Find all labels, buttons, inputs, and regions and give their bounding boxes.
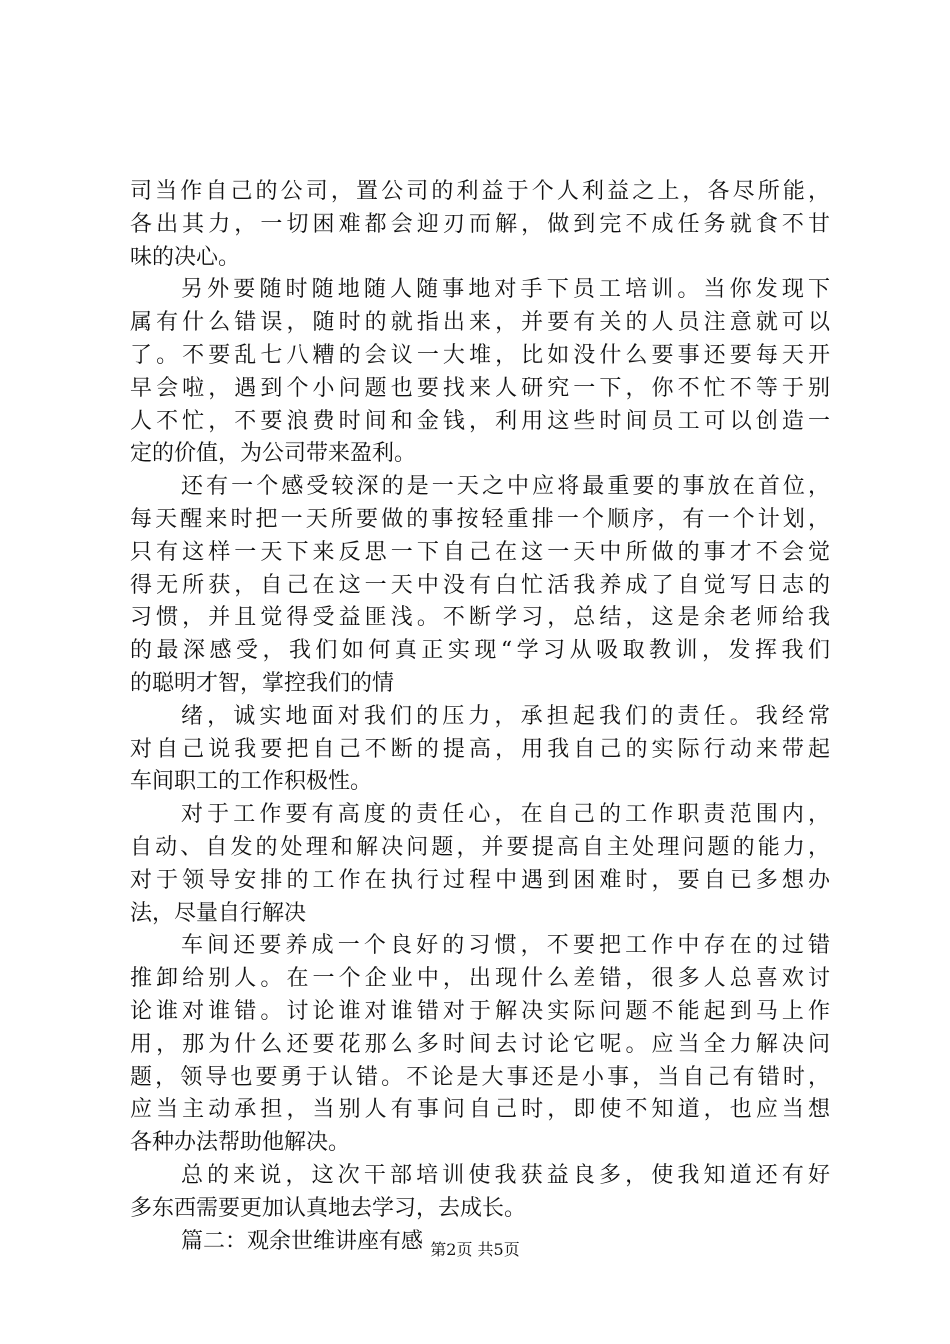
text-line: 得无所获，自己在这一天中没有白忙活我养成了自觉写日志的 bbox=[130, 572, 830, 598]
text-line: 的最深感受，我们如何真正实现“学习从吸取教训，发挥我们 bbox=[130, 638, 830, 664]
text-line: 题，领导也要勇于认错。不论是大事还是小事，当自己有错时， bbox=[130, 1064, 830, 1090]
text-line: 总的来说，这次干部培训使我获益良多，使我知道还有好 bbox=[181, 1162, 830, 1188]
text-line: 人不忙，不要浪费时间和金钱，利用这些时间员工可以创造一 bbox=[130, 408, 830, 434]
text-line: 只有这样一天下来反思一下自己在这一天中所做的事才不会觉 bbox=[130, 539, 830, 565]
text-line: 定的价值，为公司带来盈利。 bbox=[130, 441, 417, 467]
text-line: 对于领导安排的工作在执行过程中遇到困难时，要自已多想办 bbox=[130, 867, 830, 893]
page-footer: 第2页 共5页 bbox=[430, 1240, 520, 1259]
text-line: 习惯，并且觉得受益匪浅。不断学习，总结，这是余老师给我 bbox=[130, 605, 830, 631]
text-line: 绪，诚实地面对我们的压力，承担起我们的责任。我经常 bbox=[181, 703, 830, 729]
text-line: 每天醒来时把一天所要做的事按轻重排一个顺序，有一个计划， bbox=[130, 506, 830, 532]
text-line: 推卸给别人。在一个企业中，出现什么差错，很多人总喜欢讨 bbox=[130, 966, 830, 992]
text-line: 多东西需要更加认真地去学习，去成长。 bbox=[130, 1195, 527, 1221]
text-line: 车间职工的工作积极性。 bbox=[130, 769, 373, 795]
text-line: 对于工作要有高度的责任心，在自己的工作职责范围内， bbox=[181, 802, 830, 828]
text-line: 论谁对谁错。讨论谁对谁错对于解决实际问题不能起到马上作 bbox=[130, 998, 830, 1024]
text-line: 早会啦，遇到个小问题也要找来人研究一下，你不忙不等于别 bbox=[130, 375, 830, 401]
text-line: 应当主动承担，当别人有事问自己时，即使不知道，也应当想 bbox=[130, 1097, 830, 1123]
text-line: 还有一个感受较深的是一天之中应将最重要的事放在首位， bbox=[181, 474, 830, 500]
text-line: 属有什么错误，随时的就指出来，并要有关的人员注意就可以 bbox=[130, 310, 830, 336]
text-line: 法，尽量自行解决 bbox=[130, 900, 307, 926]
text-line: 的聪明才智，掌控我们的情 bbox=[130, 670, 395, 696]
text-line: 味的决心。 bbox=[130, 244, 241, 270]
text-line: 自动、自发的处理和解决问题，并要提高自主处理问题的能力， bbox=[130, 834, 830, 860]
text-line: 司当作自己的公司，置公司的利益于个人利益之上，各尽所能， bbox=[130, 179, 830, 204]
text-line: 对自己说我要把自己不断的提高，用我自己的实际行动来带起 bbox=[130, 736, 830, 762]
document-body bbox=[130, 176, 830, 1258]
text-line: 篇二：观余世维讲座有感 bbox=[181, 1228, 424, 1254]
text-line: 各出其力，一切困难都会迎刃而解，做到完不成任务就食不甘 bbox=[130, 211, 830, 237]
text-line: 了。不要乱七八糟的会议一大堆，比如没什么要事还要每天开 bbox=[130, 342, 830, 368]
text-line: 用，那为什么还要花那么多时间去讨论它呢。应当全力解决问 bbox=[130, 1031, 830, 1057]
text-line: 另外要随时随地随人随事地对手下员工培训。当你发现下 bbox=[181, 277, 830, 303]
text-line: 各种办法帮助他解决。 bbox=[130, 1130, 351, 1156]
text-line: 车间还要养成一个良好的习惯，不要把工作中存在的过错 bbox=[181, 933, 830, 959]
